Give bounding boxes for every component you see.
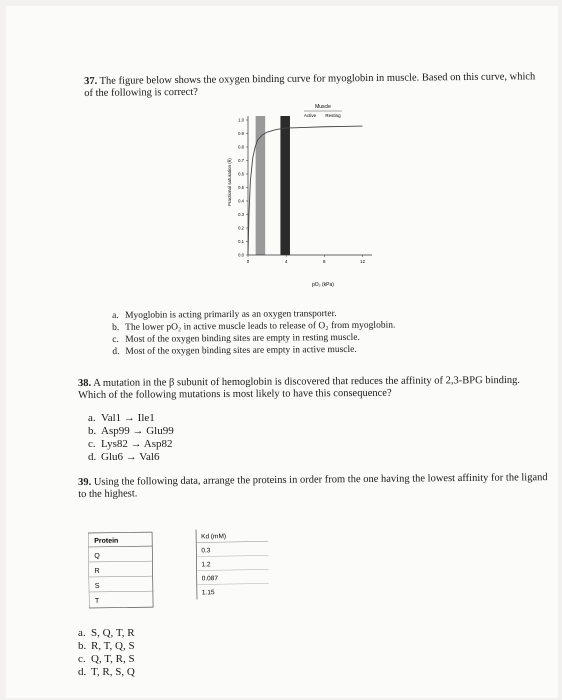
x-tick-label: 0	[246, 259, 250, 264]
option-d[interactable]: d. T, R, S, Q	[78, 666, 135, 678]
row-s-kd: 0.087	[201, 575, 219, 583]
option-d[interactable]: d. Most of the oxygen binding sites are empty in active muscle.	[112, 344, 357, 357]
question-38	[78, 375, 548, 402]
header-protein: Protein	[94, 537, 119, 545]
option-b[interactable]: b. R, T, Q, S	[78, 640, 135, 652]
question-38-options	[88, 412, 288, 464]
question-37	[84, 71, 542, 100]
row-q-protein: Q	[94, 552, 100, 560]
kd-table	[88, 525, 379, 609]
option-b[interactable]: b. The lower pO₂ in active muscle leads to release of O₂ from myoglobin.	[112, 320, 396, 333]
option-a[interactable]: a. Myoglobin is acting primarily as an oxygen transporter.	[112, 309, 337, 321]
question-37-options	[112, 307, 492, 358]
option-c[interactable]: c. Most of the oxygen binding sites are empty in resting muscle.	[112, 332, 360, 345]
x-axis-label: pO₂ (kPa)	[312, 282, 334, 288]
x-tick-label: 8	[323, 259, 326, 264]
row-r-protein: R	[94, 567, 100, 575]
y-tick-label: 0.5	[238, 185, 244, 190]
legend-resting: Resting	[325, 113, 341, 118]
question-number: 37.	[84, 75, 98, 87]
question-text: The figure below shows the oxygen binding curve for myoglobin in muscle. Based on this curve, which of the following is correct?	[84, 71, 536, 99]
option-d[interactable]: d. Glu6 → Val6	[88, 451, 160, 463]
row-t-kd: 1.15	[201, 589, 215, 597]
y-tick-label: 1.0	[238, 117, 244, 123]
option-a[interactable]: a. S, Q, T, R	[78, 627, 135, 639]
option-c[interactable]: c. Lys82 → Asp82	[88, 438, 173, 450]
question-number: 38.	[78, 377, 92, 389]
oxygen-binding-chart	[226, 100, 376, 290]
y-axis-label: Fractional saturation (θ)	[227, 158, 232, 206]
x-tick-label: 12	[359, 259, 365, 264]
y-tick-label: 0.0	[238, 252, 244, 258]
y-tick-label: 0.1	[238, 239, 244, 244]
y-tick-label: 0.2	[238, 225, 244, 231]
question-text: A mutation in the β subunit of hemoglobin is discovered that reduces the affinity of 2,3-BPG binding. Which of the following mutations is most likely to have this consequence?	[78, 374, 521, 401]
y-tick-label: 0.3	[238, 212, 244, 217]
y-tick-label: 0.7	[238, 158, 244, 163]
y-tick-label: 0.6	[238, 171, 244, 177]
y-tick-label: 0.4	[238, 198, 244, 204]
x-tick-label: 4	[284, 259, 288, 264]
row-s-protein: S	[94, 582, 100, 590]
header-kd: Kd (mM)	[201, 533, 227, 541]
option-c[interactable]: c. Q, T, R, S	[78, 653, 135, 665]
question-39-options	[78, 627, 278, 679]
question-text: Using the following data, arrange the proteins in order from the one having the lowest affinity for the ligand to the highest.	[78, 472, 548, 500]
legend-title: Muscle	[315, 104, 331, 110]
band-resting	[280, 116, 290, 255]
y-tick-label: 0.8	[238, 144, 244, 150]
question-number: 39.	[78, 476, 92, 488]
option-a[interactable]: a. Val1 → Ile1	[88, 412, 155, 424]
legend-active: Active	[303, 113, 317, 118]
row-r-kd: 1.2	[201, 561, 211, 569]
y-tick-label: 0.9	[238, 131, 244, 136]
row-q-kd: 0.3	[201, 547, 211, 555]
row-t-protein: T	[94, 597, 100, 605]
question-39	[78, 472, 548, 501]
option-b[interactable]: b. Asp99 → Glu99	[88, 425, 174, 437]
